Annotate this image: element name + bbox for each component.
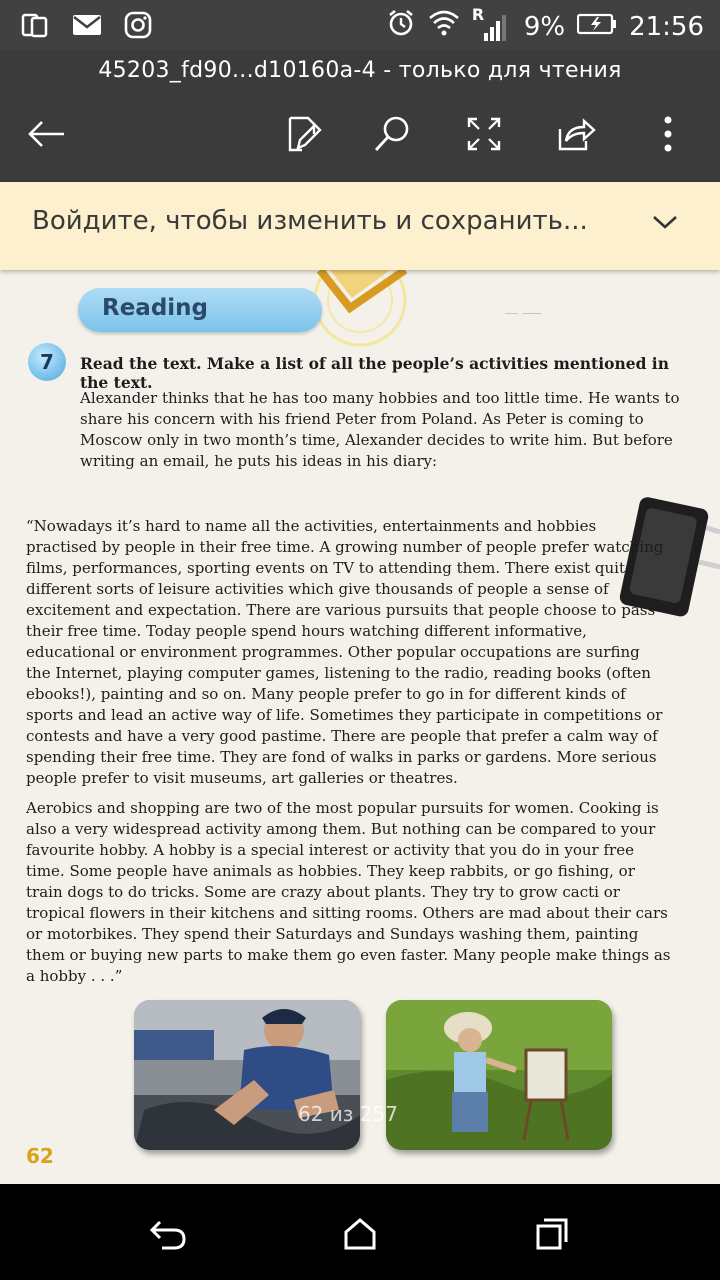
section-title: Reading — [102, 295, 209, 321]
share-button[interactable] — [554, 112, 598, 156]
page-number: 62 — [26, 1144, 54, 1168]
banner-expand-button[interactable] — [650, 212, 680, 236]
status-bar — [0, 0, 720, 50]
mail-icon — [72, 13, 102, 41]
tablet-icon — [20, 10, 50, 44]
clock: 21:56 — [629, 11, 704, 42]
search-button[interactable] — [370, 112, 414, 156]
exercise-number: 7 — [28, 343, 66, 381]
diary-paragraph-1: “Nowadays it’s hard to name all the activities, entertainments and hobbies practised by people in their free time. A growing number of people prefer watching films, performances, sporting events on TV to attending them. There exist quite different sorts of leisure activities which give thousands of people a sense of excitement and expectation. There are various pursuits that people choose to pass their free time. Today people spend hours watching different informative, educational or environment programmes. Other popular occupations are surfing the Internet, playing computer games, listening to the radio, reading books (often ebooks!), painting and so on. Many people prefer to go in for different kinds of sports and lead an active way of life. Sometimes they participate in competitions or contests and have a very good pastime. There are people that prefer a calm way of spending their free time. They are fond of walks in parks or gardens. More serious people prefer to visit museums, art galleries or theatres. — [26, 517, 664, 787]
task-instruction: Read the text. Make a list of all the people’s activities mentioned in the text. — [80, 354, 669, 392]
fullscreen-icon — [465, 115, 503, 153]
nav-recents-button[interactable] — [530, 1212, 574, 1256]
roaming-label: R — [471, 4, 485, 24]
wifi-icon — [428, 8, 460, 45]
navigation-bar — [0, 1184, 720, 1280]
battery-percent: 9% — [523, 11, 566, 42]
nav-back-button[interactable] — [146, 1212, 190, 1256]
fullscreen-button[interactable] — [462, 112, 506, 156]
back-arrow-icon — [26, 119, 66, 149]
edit-button[interactable] — [280, 112, 324, 156]
page-counter: 62 из 257 — [298, 1102, 398, 1126]
photo-car-repair — [134, 1000, 360, 1150]
back-button[interactable] — [24, 112, 68, 156]
sign-in-text: Войдите, чтобы изменить и сохранить... — [32, 206, 588, 236]
recents-icon — [532, 1214, 572, 1254]
show-through-text: ⎯⎯ ⎯⎯⎯ — [505, 306, 542, 321]
document-page — [0, 270, 720, 1185]
instagram-icon — [124, 11, 152, 43]
diary-paragraph-2: Aerobics and shopping are two of the most popular pursuits for women. Cooking is also a very widespread activity among them. But nothing can be compared to your favourite hobby. A hobby is a special interest or activity that you do in your free time. Some people have animals as hobbies. They keep rabbits, or go fishing, or train dogs to do tricks. Some are crazy about plants. They try to grow cacti or tropical flowers in their kitchens and sitting rooms. Others are mad about their cars or motorbikes. They spend their Saturdays and Sundays washing them, painting them or buying new parts to make them go even faster. Many people make things as a hobby . . .” — [26, 799, 671, 985]
more-button[interactable] — [646, 112, 690, 156]
battery-icon — [577, 12, 617, 42]
nav-back-icon — [148, 1216, 188, 1252]
photo-garden-painting — [386, 1000, 612, 1150]
home-icon — [340, 1216, 380, 1252]
nav-home-button[interactable] — [338, 1212, 382, 1256]
edit-icon — [282, 114, 322, 154]
app-bar — [0, 50, 720, 182]
alarm-icon — [386, 8, 416, 45]
cell-signal-icon — [471, 4, 512, 43]
section-title-pill — [78, 288, 322, 332]
share-icon — [556, 115, 596, 153]
document-title: 45203_fd90...d10160a-4 - только для чтения — [98, 58, 622, 83]
chevron-down-icon — [650, 212, 680, 232]
more-icon — [662, 115, 674, 153]
sign-in-banner[interactable] — [0, 182, 720, 270]
search-icon — [372, 114, 412, 154]
intro-paragraph: Alexander thinks that he has too many hobbies and too little time. He wants to share his concern with his friend Peter from Poland. As Peter is coming to Moscow only in two month’s time, Alexander decides to write him. But before writing an email, he puts his ideas in his diary: — [80, 389, 680, 470]
